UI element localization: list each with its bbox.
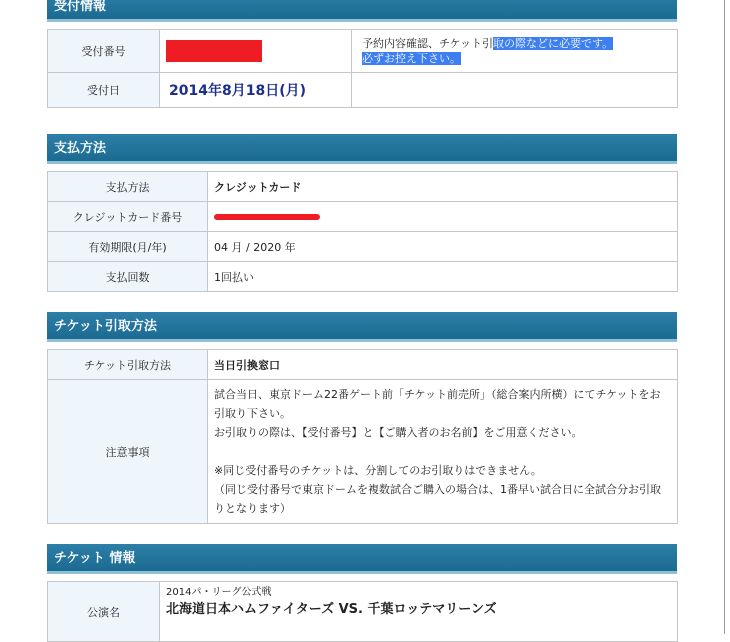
performance-title: 北海道日本ハムファイターズ VS. 千葉ロッテマリーンズ (166, 602, 497, 617)
pickup-note-2: お引取りの際は、【受付番号】と【ご購入者のお名前】をご用意ください。 (214, 426, 583, 439)
payment-section (47, 134, 677, 292)
expiry-label: 有効期限(月/年) (48, 232, 208, 262)
payment-method-label: 支払方法 (48, 172, 208, 202)
window-edge (724, 0, 725, 634)
reception-notice (352, 30, 678, 73)
performance-label: 公演名 (48, 582, 160, 642)
performance-value (160, 582, 678, 642)
reception-date-value: 2014年8月18日(月) (160, 73, 352, 108)
payment-method-value: クレジットカード (208, 172, 678, 202)
redaction-mark (214, 214, 320, 220)
pickup-notes (208, 380, 678, 524)
pickup-notes-label: 注意事項 (48, 380, 208, 524)
reception-empty-cell (352, 73, 678, 108)
reception-number-label: 受付番号 (48, 30, 160, 73)
pickup-section (47, 312, 677, 524)
redaction-mark (166, 40, 262, 62)
ticket-header: チケット 情報 (47, 544, 677, 574)
reception-section (47, 0, 677, 108)
card-number-label: クレジットカード番号 (48, 202, 208, 232)
reception-date-label: 受付日 (48, 73, 160, 108)
notice-line-2: 必ずお控え下さい。 (362, 52, 461, 65)
notice-lead: 予約内容確認、チケット引 (362, 37, 494, 50)
pickup-note-3: ※同じ受付番号のチケットは、分割してのお引取りはできません。 (214, 464, 542, 477)
ticket-table (47, 581, 678, 642)
notice-highlight: 取の際などに必要です。 (493, 37, 614, 50)
reception-number-value (160, 30, 352, 73)
pickup-table (47, 349, 678, 524)
expiry-value: 04 月 / 2020 年 (208, 232, 678, 262)
payment-header: 支払方法 (47, 134, 677, 164)
installments-value: 1回払い (208, 262, 678, 292)
pickup-note-1: 試合当日、東京ドーム22番ゲート前「チケット前売所」（総合案内所横）にてチケットをお引取り下さい。 (214, 388, 661, 420)
performance-caption: 2014パ・リーグ公式戦 (166, 587, 272, 598)
installments-label: 支払回数 (48, 262, 208, 292)
reception-header: 受付情報 (47, 0, 677, 22)
pickup-header: チケット引取方法 (47, 312, 677, 342)
pickup-method-label: チケット引取方法 (48, 350, 208, 380)
reception-table (47, 29, 678, 108)
pickup-note-4: （同じ受付番号で東京ドームを複数試合ご購入の場合は、1番早い試合日に全試合分お引取りとなります） (214, 483, 661, 515)
pickup-method-value: 当日引換窓口 (208, 350, 678, 380)
card-number-value (208, 202, 678, 232)
payment-table (47, 171, 678, 292)
ticket-section (47, 544, 677, 642)
